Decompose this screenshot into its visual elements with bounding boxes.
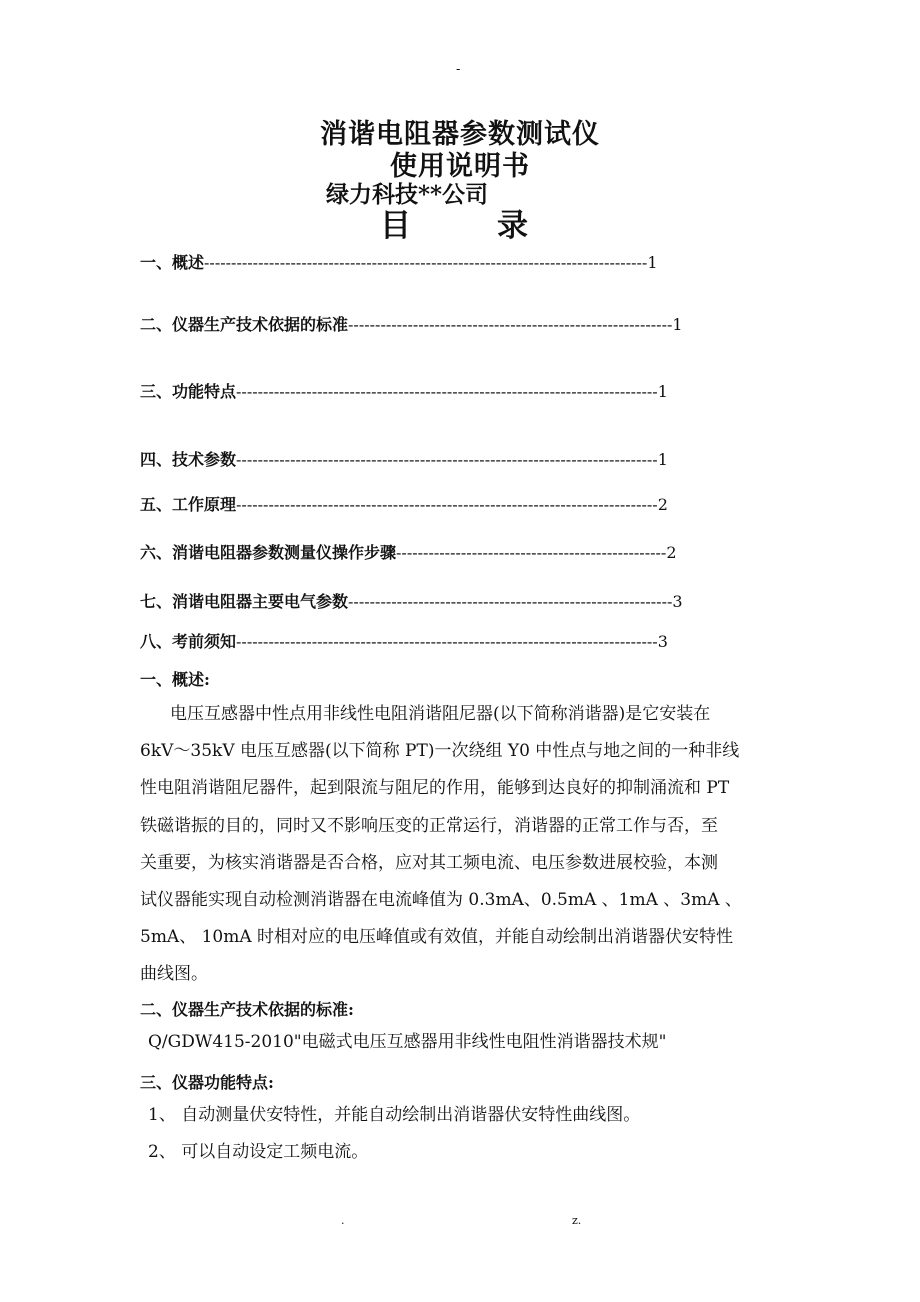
footer-left-mark: . [341, 1214, 345, 1227]
toc-label: 五、工作原理 [140, 495, 237, 514]
paragraph-line: 性电阻消谐阻尼器件，起到限流与阻尼的作用，能够到达良好的抑制涌流和 PT [140, 778, 730, 798]
toc-leader: ---------------------------------------------------------------------------------- [204, 253, 648, 272]
toc-label: 四、技术参数 [140, 450, 237, 469]
paragraph-line: 6kV～35kV 电压互感器(以下简称 PT)一次绕组 Y0 中性点与地之间的一种非线 [140, 741, 740, 761]
standard-reference: Q/GDW415-2010"电磁式电压互感器用非线性电阻性消谐器技术规" [148, 1032, 667, 1052]
toc-entry[interactable] [140, 540, 677, 563]
toc-entry[interactable] [140, 629, 668, 652]
toc-entry[interactable] [140, 447, 668, 470]
toc-leader: ------------------------------------------------------------------------------ [236, 495, 658, 514]
toc-entry[interactable] [140, 492, 668, 515]
toc-heading-char-1: 目 [380, 208, 411, 244]
paragraph-line: 铁磁谐振的目的，同时又不影响压变的正常运行，消谐器的正常工作与否，至 [140, 816, 718, 836]
toc-leader: ------------------------------------------------------------------------------ [236, 632, 658, 651]
section-heading-features: 三、仪器功能特点: [140, 1073, 274, 1092]
paragraph-line: 5mA、 10mA 时相对应的电压峰值或有效值，并能自动绘制出消谐器伏安特性 [140, 927, 734, 947]
feature-item: 2、 可以自动设定工频电流。 [148, 1142, 369, 1162]
toc-leader: ------------------------------------------------------------ [348, 315, 673, 334]
toc-leader: ------------------------------------------------------------------------------ [236, 382, 658, 401]
toc-entry[interactable] [140, 589, 683, 612]
toc-page: 1 [657, 450, 668, 469]
toc-leader: ------------------------------------------------------------ [348, 592, 673, 611]
footer-right-mark: z. [572, 1214, 582, 1227]
toc-heading-char-2: 录 [497, 208, 528, 244]
company-name: 绿力科技**公司 [326, 181, 489, 208]
toc-page: 2 [666, 543, 677, 562]
toc-leader: -------------------------------------------------- [396, 543, 667, 562]
toc-heading [380, 200, 528, 245]
paragraph-line: 试仪器能实现自动检测消谐器在电流峰值为 0.3mA、0.5mA 、1mA 、3mA 、 [140, 890, 742, 910]
section-heading-overview: 一、概述: [140, 670, 210, 689]
toc-page: 1 [647, 253, 658, 272]
toc-entry[interactable] [140, 379, 668, 402]
document-subtitle: 使用说明书 [390, 151, 530, 182]
paragraph-line: 曲线图。 [140, 964, 208, 984]
document-title: 消谐电阻器参数测试仪 [320, 119, 600, 150]
feature-item: 1、 自动测量伏安特性，并能自动绘制出消谐器伏安特性曲线图。 [148, 1105, 641, 1125]
header-mark: - [456, 62, 461, 77]
toc-label: 一、概述 [140, 253, 205, 272]
toc-entry[interactable] [140, 250, 658, 273]
paragraph-line: 关重要，为核实消谐器是否合格，应对其工频电流、电压参数进展校验，本测 [140, 853, 718, 873]
toc-label: 六、消谐电阻器参数测量仪操作步骤 [140, 543, 397, 562]
toc-label: 八、考前须知 [140, 632, 237, 651]
paragraph-line: 电压互感器中性点用非线性电阻消谐阻尼器(以下简称消谐器)是它安装在 [170, 704, 711, 724]
toc-page: 1 [657, 382, 668, 401]
toc-page: 1 [672, 315, 683, 334]
section-heading-standard: 二、仪器生产技术依据的标准: [140, 1000, 354, 1019]
toc-entry[interactable] [140, 312, 683, 335]
toc-label: 三、功能特点 [140, 382, 237, 401]
toc-label: 七、消谐电阻器主要电气参数 [140, 592, 349, 611]
toc-page: 3 [657, 632, 668, 651]
toc-label: 二、仪器生产技术依据的标准 [140, 315, 349, 334]
toc-page: 2 [657, 495, 668, 514]
toc-leader: ------------------------------------------------------------------------------ [236, 450, 658, 469]
toc-page: 3 [672, 592, 683, 611]
